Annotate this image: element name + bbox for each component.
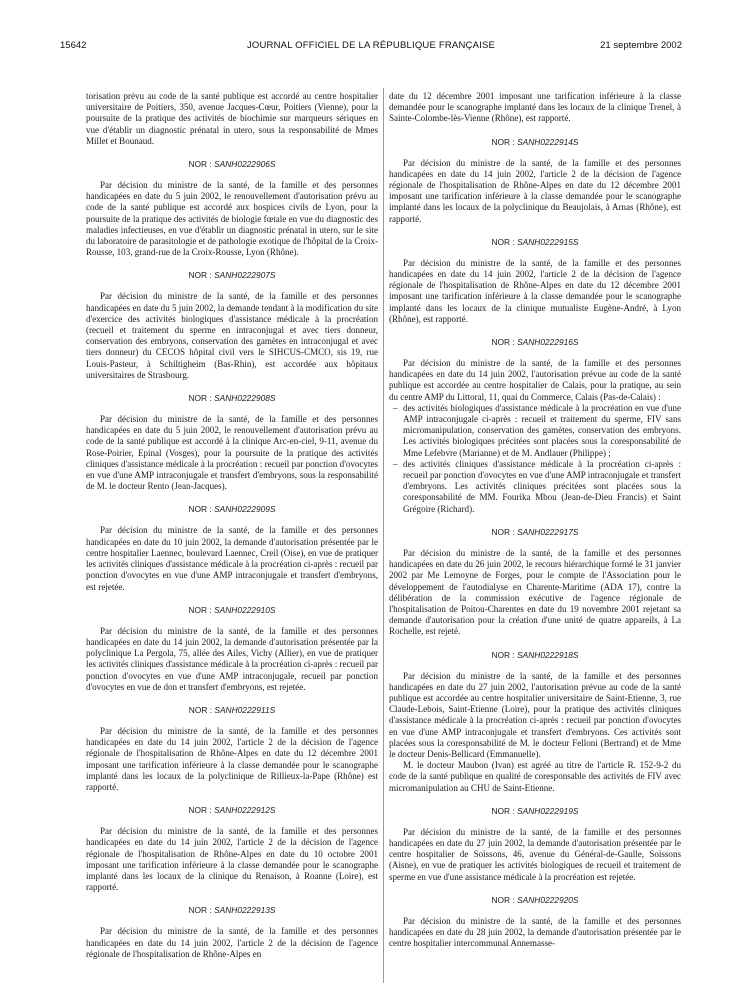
activity-item: – des activités cliniques d'assistance médicale à la procréation ci-après : recueil par ponction d'ovocytes en vue d'une AMP intraconjugale et transfert d'embryons. Les activités cliniques précitées sont placées sous la coresponsabilité de MM. Fourika Mbou (Jean-de-Dieu Francis) et Saint Grégoire (Richard). [403,459,681,515]
decision-paragraph: Par décision du ministre de la santé, de la famille et des personnes handicapées en date du 27 juin 2002, l'autorisation prévue au code de la santé publique est accordée au centre hospitalier universitaire de Saint-Etienne, 3, rue Claude-Lebois, Saint-Etienne (Loire), pour la pratique des activités cliniques d'assistance médicale à la procréation ci-après : recueil par ponction d'ovocytes en vue d'une AMP intraconjugale et transfert d'embryons. Ces activités sont placées sous la coresponsabilité de M. le docteur Felloni (Bertrand) et de Mme le docteur Denis-Bellicard (Emmanuelle). [389,670,681,759]
nor-reference [389,806,681,816]
continued-paragraph: torisation prévu au code de la santé publique est accordé au centre hospitalier universitaire de Poitiers, 350, avenue Jacques-Cœur, Poitiers (Vienne), pour la poursuite de la pratique des activités de biochimie sur marqueurs sériques en vue d'établir un diagnostic prénatal in utero, sous la responsabilité de Mmes Millet et Bounaud. [86,91,378,146]
nor-label: NOR : [491,805,515,816]
nor-code: SANH0222914S [517,136,579,147]
activity-item: – des activités biologiques d'assistance médicale à la procréation en vue d'une AMP intraconjugale ci-après : recueil et traitement du sperme, FIV sans micromanipulation, conservation des gamètes, conservation des embryons. Les activités biologiques précitées sont placées sous la coresponsabilité de Mme Lefebvre (Marianne) et de M. Andlauer (Philippe) ; [403,403,681,459]
page-number: 15642 [60,40,87,51]
nor-label: NOR : [491,526,515,537]
nor-reference [389,650,681,660]
nor-code: SANH0222911S [214,704,276,715]
decision-paragraph: Par décision du ministre de la santé, de la famille et des personnes handicapées en date du 5 juin 2002, le renouvellement d'autorisation prévu au code de la santé publique est accordé aux hospices civils de Lyon, pour la poursuite de la pratique des activités de biologie fœtale en vue du diagnostic des maladies infectieuses, en vue d'établir un diagnostic prénatal in utero, sur le site du laboratoire de parasitologie et de pathologie exotique de l'hôpital de la Croix-Rousse, 103, grand-rue de la Croix-Rousse, Lyon (Rhône). [86,180,378,258]
nor-reference [86,159,378,169]
nor-code: SANH0222920S [517,894,579,905]
nor-code: SANH0222918S [517,649,579,660]
journal-title: JOURNAL OFFICIEL DE LA RÉPUBLIQUE FRANÇAISE [246,40,496,51]
nor-reference [86,504,378,514]
decision-paragraph: Par décision du ministre de la santé, de la famille et des personnes handicapées en date du 14 juin 2002, l'article 2 de la décision de l'agence régionale de l'hospitalisation de Rhône-Alpes en [86,926,378,959]
decision-paragraph: Par décision du ministre de la santé, de la famille et des personnes handicapées en date du 5 juin 2002, la demande tendant à la modification du site d'exercice des activités biologiques d'assistance médicale à la procréation (recueil et traitement du sperme en intraconjugal et avec tiers donneur, conservation des embryons, conservation des gamètes en intraconjugal et avec tiers donneur) du CECOS hôpital civil vers le SIHCUS-CMCO, sis 19, rue Louis-Pasteur, à Schiltigheim (Bas-Rhin), est accordée aux hôpitaux universitaires de Strasbourg. [86,291,378,380]
decision-paragraph: Par décision du ministre de la santé, de la famille et des personnes handicapées en date du 14 juin 2002, l'article 2 de la décision de l'agence régionale de l'hospitalisation de Rhône-Alpes en date du 12 décembre 2001 imposant une tarification inférieure à la classe demandée pour le scanographe implanté dans les locaux de la clinique mutualiste Eugène-André, à Lyon (Rhône), est rapporté. [389,257,681,324]
publication-date: 21 septembre 2002 [600,40,682,51]
nor-code: SANH0222909S [214,504,276,515]
nor-label: NOR : [491,894,515,905]
nor-code: SANH0222910S [214,604,276,615]
nor-reference [389,137,681,147]
nor-code: SANH0222916S [517,337,579,348]
nor-reference [86,705,378,715]
nor-code: SANH0222908S [214,393,276,404]
nor-label: NOR : [188,805,212,816]
nor-reference [86,905,378,915]
nor-code: SANH0222912S [214,805,276,816]
nor-label: NOR : [491,337,515,348]
nor-label: NOR : [188,270,212,281]
nor-label: NOR : [188,159,212,170]
nor-reference [86,393,378,403]
decision-paragraph: Par décision du ministre de la santé, de la famille et des personnes handicapées en date du 14 juin 2002, l'article 2 de la décision de l'agence régionale de l'hospitalisation de Rhône-Alpes en date du 12 décembre 2001 imposant une tarification inférieure à la classe demandée pour le scanographe implanté dans les locaux de la polyclinique de Rillieux-la-Pape (Rhône) est rapporté. [86,725,378,792]
nor-label: NOR : [188,704,213,715]
decision-paragraph: Par décision du ministre de la santé, de la famille et des personnes handicapées en date du 5 juin 2002, le renouvellement d'autorisation prévu au code de la santé publique est accordé à la clinique Arc-en-ciel, 9-11, avenue du Rose-Poirier, Epinal (Vosges), pour la poursuite de la pratique des activités cliniques d'assistance médicale à la procréation : recueil par ponction d'ovocytes en vue d'une AMP intraconjugale et transfert d'embryons, sous la responsabilité de M. le docteur Rento (Jean-Jacques). [86,414,378,492]
column-divider [383,88,384,983]
nor-label: NOR : [188,504,212,515]
nor-label: NOR : [188,393,212,404]
nor-label: NOR : [188,905,212,916]
nor-reference [389,237,681,247]
nor-code: SANH0222906S [214,159,276,170]
right-column [389,91,681,983]
nor-label: NOR : [188,604,212,615]
decision-paragraph: Par décision du ministre de la santé, de la famille et des personnes handicapées en date du 10 juin 2002, la demande d'autorisation présentée par le centre hospitalier Laennec, boulevard Laennec, Creil (Oise), en vue de pratiquer les activités cliniques d'assistance médicale à la procréation ci-après : recueil par ponction d'ovocytes en vue d'une AMP intraconjugale et transfert d'embryons, est rejetée. [86,525,378,592]
nor-code: SANH0222913S [214,905,276,916]
left-column [86,91,378,983]
activity-list [389,403,681,515]
decision-paragraph: Par décision du ministre de la santé, de la famille et des personnes handicapées en date du 14 juin 2002, l'article 2 de la décision de l'agence régionale de l'hospitalisation de Rhône-Alpes en date du 10 octobre 2001 imposant une tarification inférieure à la classe demandée pour le scanographe implanté dans les locaux de la clinique du Renaison, à Roanne (Loire), est rapporté. [86,826,378,893]
nor-label: NOR : [491,236,515,247]
nor-code: SANH0222915S [517,236,579,247]
decision-paragraph: M. le docteur Maubon (Ivan) est agréé au titre de l'article R. 152-9-2 du code de la santé publique en qualité de coresponsable des activités de FIV avec micromanipulation au CHU de Saint-Etienne. [389,760,681,793]
nor-reference [389,895,681,905]
nor-reference [86,605,378,615]
decision-paragraph: Par décision du ministre de la santé, de la famille et des personnes handicapées en date du 14 juin 2002, la demande d'autorisation présentée par la polyclinique La Pergola, 75, allée des Ailes, Vichy (Allier), en vue de pratiquer les activités cliniques d'assistance médicale à la procréation ci-après : recueil par ponction d'ovocytes en vue d'une AMP intraconjugale, recueil par ponction d'ovocytes en vue de don et transfert d'embryons, est rejetée. [86,625,378,692]
nor-reference [389,527,681,537]
nor-code: SANH0222917S [517,526,579,537]
nor-code: SANH0222907S [214,270,276,281]
decision-paragraph: Par décision du ministre de la santé, de la famille et des personnes handicapées en date du 28 juin 2002, la demande d'autorisation présentée par le centre hospitalier intercommunal Annemasse- [389,915,681,949]
decision-paragraph: Par décision du ministre de la santé, de la famille et des personnes handicapées en date du 27 juin 2002, la demande d'autorisation présentée par le centre hospitalier de Soissons, 46, avenue du Général-de-Gaulle, Soissons (Aisne), en vue de pratiquer les activités biologiques de recueil et traitement de sperme en vue d'une assistance médicale à la procréation est rejetée. [389,826,681,882]
decision-paragraph: Par décision du ministre de la santé, de la famille et des personnes handicapées en date du 26 juin 2002, le recours hiérarchique formé le 31 janvier 2002 par Me Lemoyne de Forges, pour le compte de l'Association pour le développement de l'autodialyse en Charente-Maritime (ADA 17), contre la délibération de la commission exécutive de l'agence régionale de l'hospitalisation de Poitou-Charentes en date du 19 novembre 2001 rejetant sa demande d'autorisation pour la création d'une unité de quatre appareils, à La Rochelle, est rejeté. [389,547,681,637]
nor-label: NOR : [491,649,515,660]
continued-paragraph: date du 12 décembre 2001 imposant une tarification inférieure à la classe demandée pour le scanographe implanté dans les locaux de la clinique Trenel, à Sainte-Colombe-lès-Vienne (Rhône), est rapporté. [389,91,681,124]
nor-reference [86,805,378,815]
page-header [60,40,682,56]
nor-label: NOR : [491,136,515,147]
decision-paragraph: Par décision du ministre de la santé, de la famille et des personnes handicapées en date du 14 juin 2002, l'autorisation prévue au code de la santé publique est accordée au centre hospitalier de Calais, pour la pratique, au sein du centre AMP du Littoral, 11, quai du Commerce, Calais (Pas-de-Calais) : [389,358,681,402]
decision-paragraph: Par décision du ministre de la santé, de la famille et des personnes handicapées en date du 14 juin 2002, l'article 2 de la décision de l'agence régionale de l'hospitalisation de Rhône-Alpes en date du 12 décembre 2001 imposant une tarification inférieure à la classe demandée pour le scanographe implanté dans les locaux de la polyclinique du Beaujolais, à Arnas (Rhône), est rapporté. [389,157,681,224]
nor-reference [86,270,378,280]
nor-code: SANH0222919S [517,805,579,816]
nor-reference [389,337,681,347]
